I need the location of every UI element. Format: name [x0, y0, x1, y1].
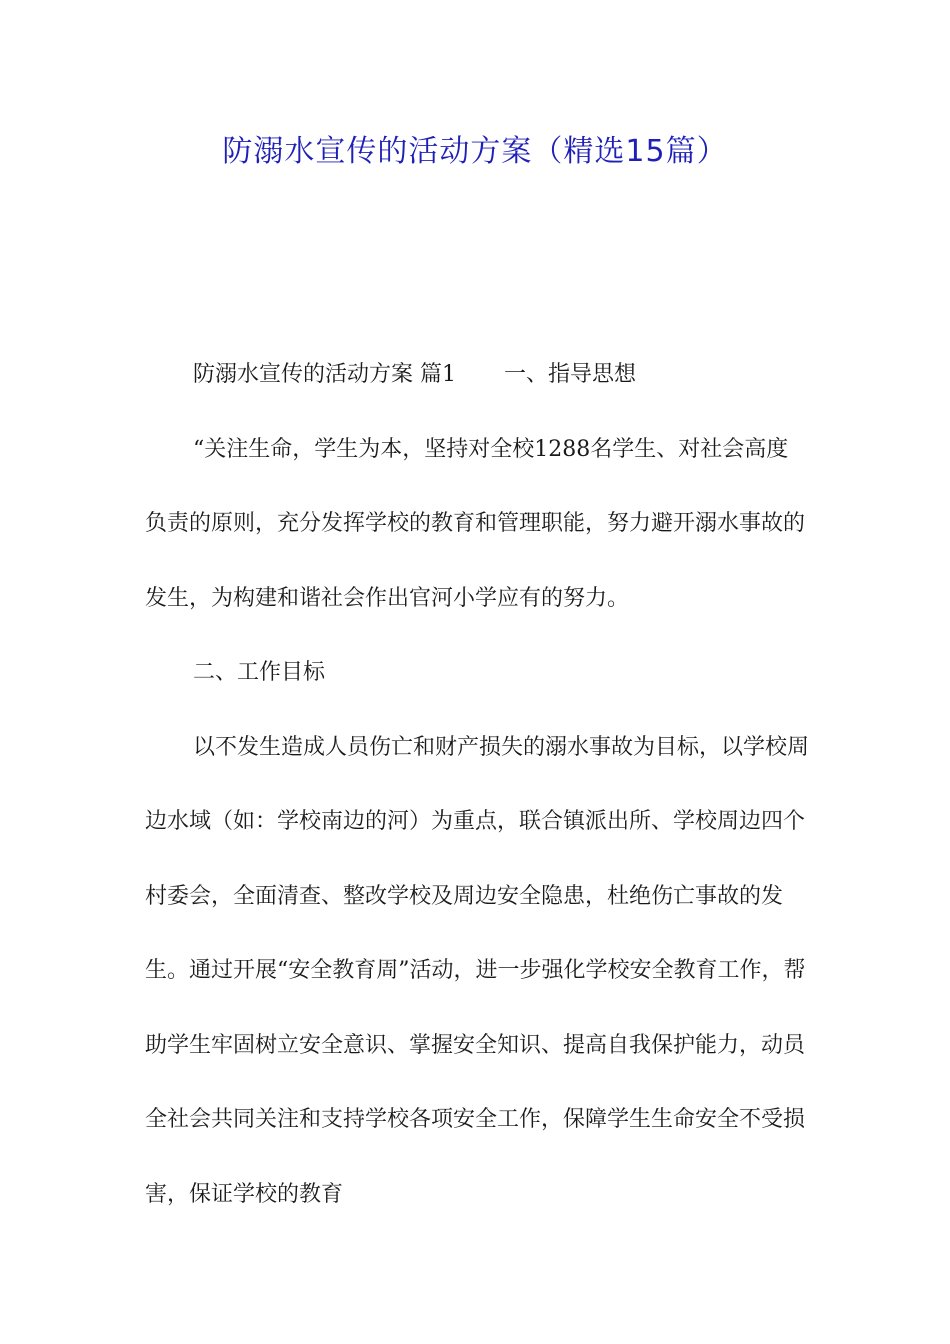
document-title: 防溺水宣传的活动方案（精选15篇）	[222, 134, 728, 169]
subheading-guiding-ideology: 一、指导思想	[504, 362, 637, 387]
paragraph-work-goals: 以不发生造成人员伤亡和财产损失的溺水事故为目标，以学校周边水域（如：学校南边的河）为重点，联合镇派出所、学校周边四个村委会，全面清查、整改学校及周边安全隐患，杜绝伤亡事故的发生。通过开展“安全教育周”活动，进一步强化学校安全教育工作，帮助学生牢固树立安全意识、掌握安全知识、提高自我保护能力，动员全社会共同关注和支持学校各项安全工作，保障学生生命安全不受损害，保证学校的教育	[145, 734, 810, 1207]
document-body	[145, 338, 810, 1232]
subheading-work-goals: 二、工作目标	[193, 660, 326, 685]
paragraph-guiding-ideology: “关注生命，学生为本，坚持对全校1288名学生、对社会高度负责的原则，充分发挥学校的教育和管理职能，努力避开溺水事故的发生，为构建和谐社会作出官河小学应有的努力。	[145, 436, 806, 611]
section-heading-line	[145, 338, 810, 413]
section-heading: 防溺水宣传的活动方案 篇1	[193, 362, 456, 387]
